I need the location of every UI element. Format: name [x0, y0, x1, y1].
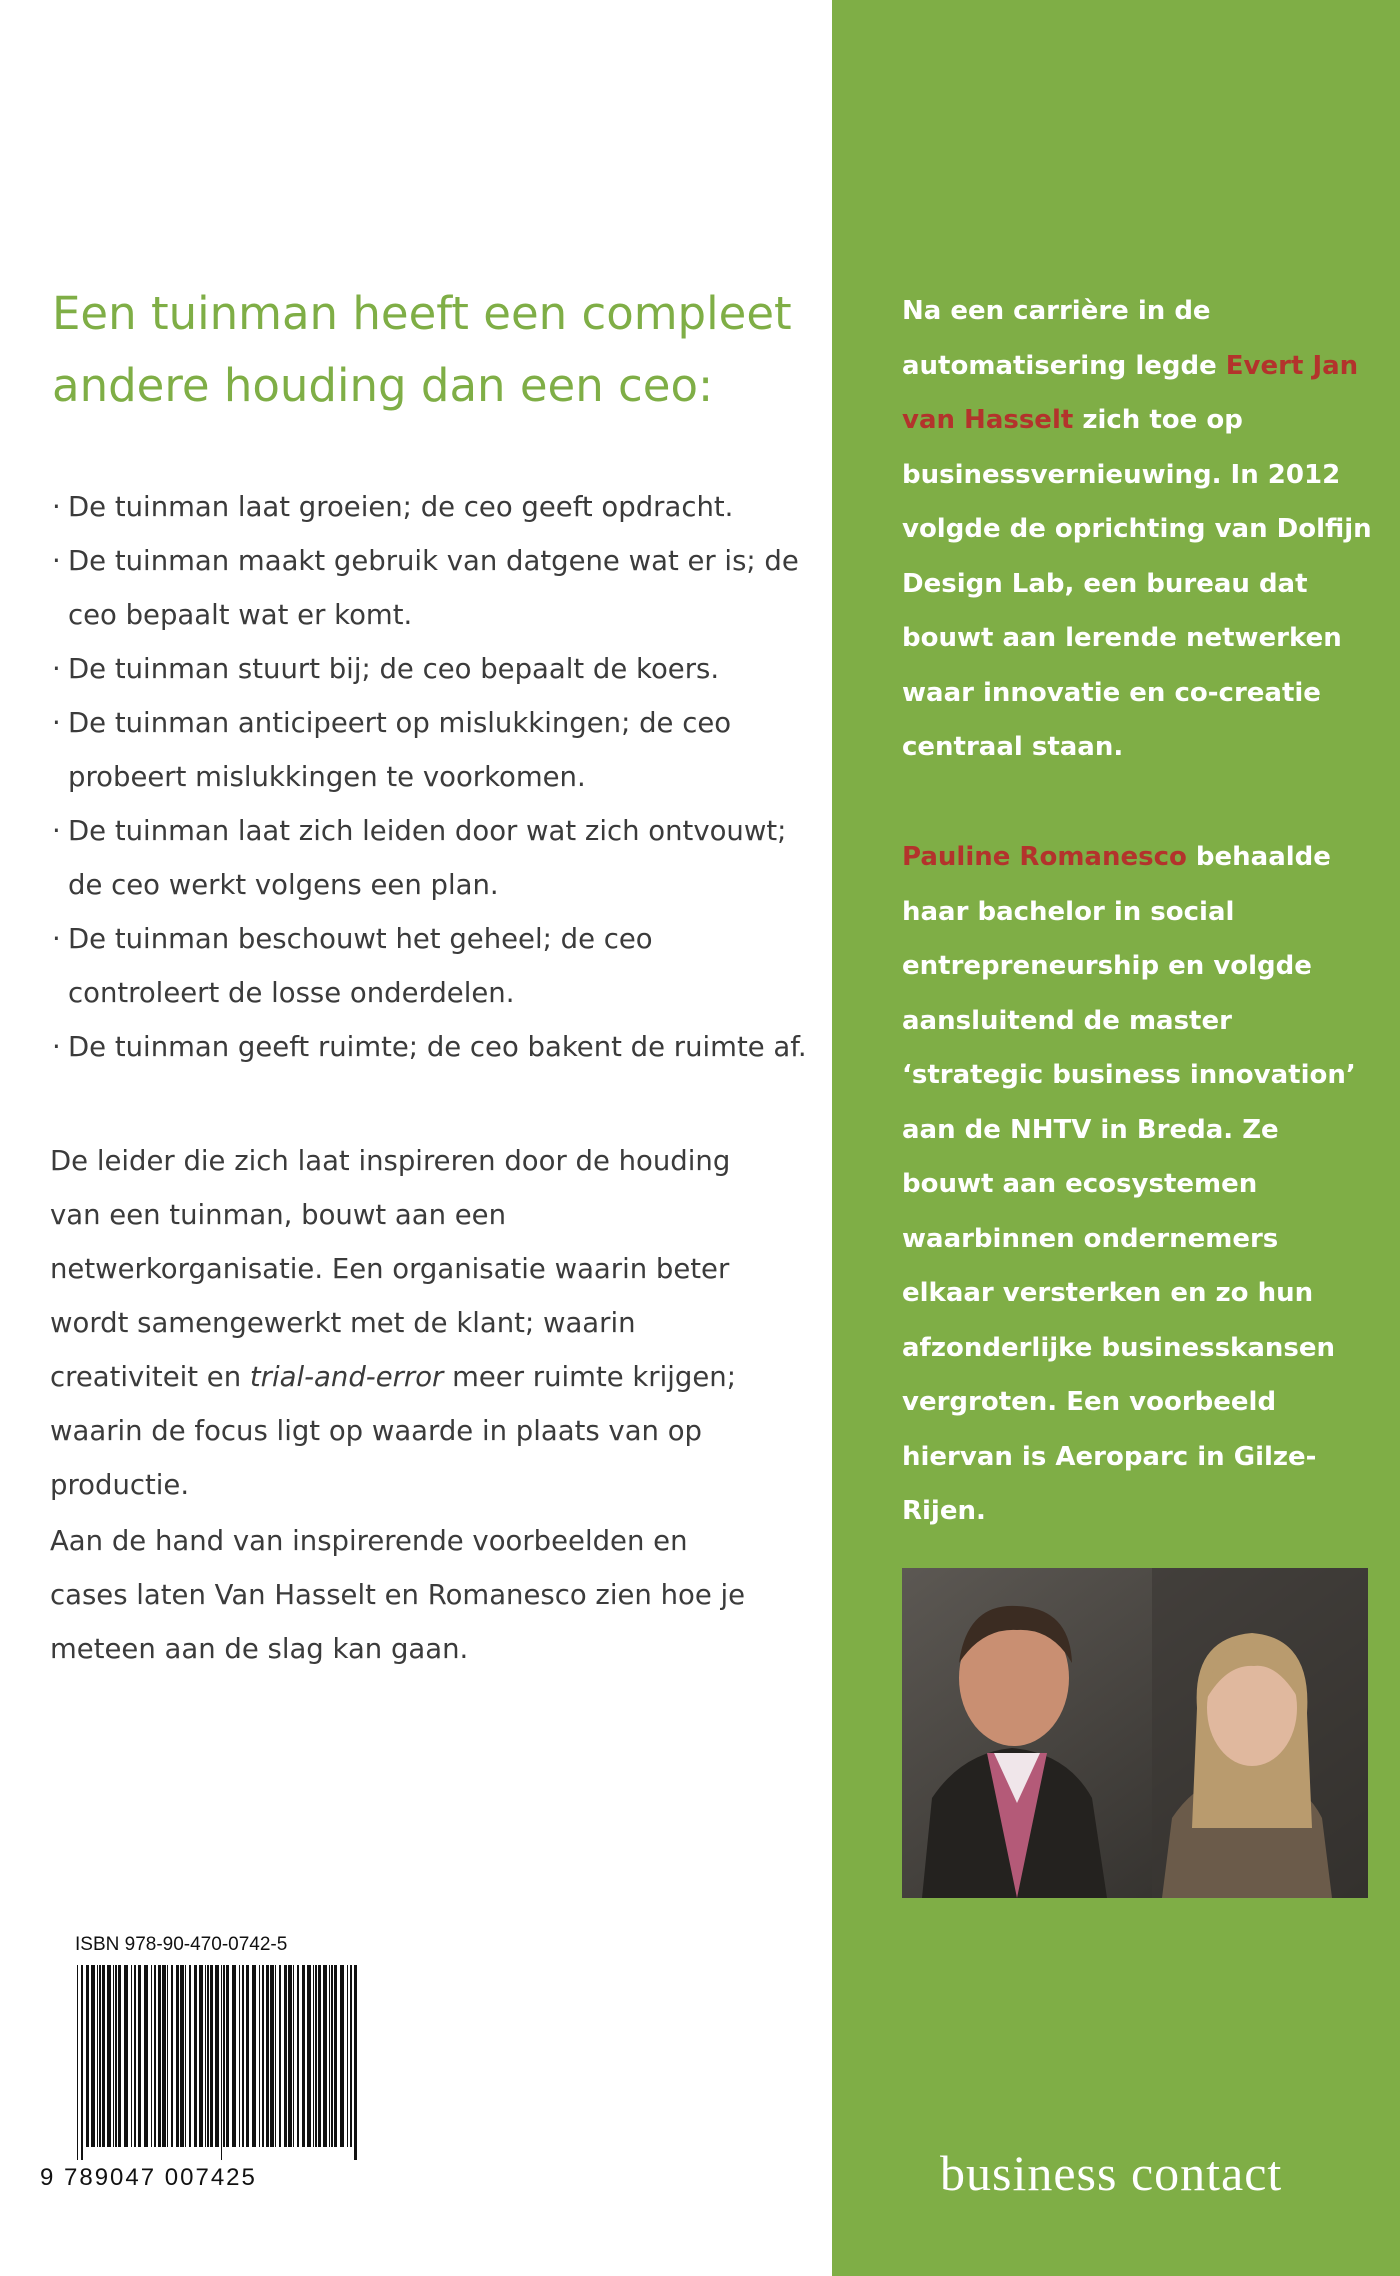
barcode-bar — [194, 1965, 197, 2147]
barcode-bar — [189, 1965, 191, 2147]
barcode-bar — [199, 1965, 203, 2147]
barcode-bar — [347, 1965, 348, 2147]
barcode-bar — [210, 1965, 213, 2147]
barcode-bar — [239, 1965, 240, 2147]
barcode-bar — [334, 1965, 337, 2147]
leader-paragraph-text-end: meer ruimte krijgen; waarin de focus ligt op waarde in plaats van op productie. — [50, 1361, 736, 1501]
barcode-bar — [162, 1965, 166, 2147]
barcode-bar — [315, 1965, 317, 2147]
bio-text-end: behaalde haar bachelor in social entrepreneurship en volgde aansluitend de master ‘strategic business innovation’ aan de NHTV in Breda. Ze bouwt aan ecosystemen waarbinnen ondernemers elkaar versterken en zo hun afzonderlijke businesskansen vergroten. Een voorbeeld hiervan is Aeroparc in Gilze-Rijen. — [902, 842, 1356, 1526]
barcode-bar — [262, 1965, 264, 2147]
leader-paragraph-text: De leider die zich laat inspireren door de houding van een tuinman, bouwt aan een netwerkorganisatie. Een organisatie waarin beter wordt samengewerkt met de klant; waarin creativiteit en — [50, 1145, 731, 1393]
barcode-bar — [171, 1965, 173, 2147]
contrast-item: · De tuinman maakt gebruik van datgene wat er is; de ceo bepaalt wat er komt. — [52, 534, 812, 642]
barcode-bar — [154, 1965, 156, 2147]
barcode-bar — [232, 1965, 236, 2147]
author-name-van-hasselt: Evert Jan van Hasselt — [902, 350, 1359, 435]
barcode-bar — [185, 1965, 186, 2147]
barcode-bar — [284, 1965, 287, 2147]
barcode-bar — [293, 1965, 294, 2147]
barcode-bar — [86, 1965, 89, 2147]
contrast-item: · De tuinman laat zich leiden door wat zich ontvouwt; de ceo werkt volgens een plan. — [52, 804, 812, 912]
bio-text: Na een carrière in de automatisering legde — [902, 296, 1226, 381]
contrast-item: · De tuinman stuurt bij; de ceo bepaalt de koers. — [52, 642, 812, 696]
barcode-bar — [318, 1965, 321, 2147]
trial-and-error-term: trial-and-error — [249, 1361, 444, 1393]
barcode-bar — [81, 1965, 83, 2160]
barcode-bar — [288, 1965, 292, 2147]
barcode-bar — [144, 1965, 148, 2147]
barcode-bar — [252, 1965, 256, 2147]
barcode-bar — [275, 1965, 276, 2147]
barcode-bar — [340, 1965, 344, 2147]
barcode-bar — [223, 1965, 225, 2147]
barcode-bar — [215, 1965, 219, 2147]
barcode-bar — [242, 1965, 244, 2147]
contrast-item: · De tuinman laat groeien; de ceo geeft opdracht. — [52, 480, 812, 534]
contrast-item: · De tuinman geeft ruimte; de ceo bakent de ruimte af. — [52, 1020, 812, 1074]
isbn-barcode — [75, 1965, 363, 2160]
barcode-digits: 9 789047 007425 — [40, 2164, 257, 2191]
barcode-bar — [99, 1965, 101, 2147]
barcode-bar — [302, 1965, 305, 2147]
authors-photo-illustration — [902, 1568, 1368, 1898]
barcode-bar — [307, 1965, 311, 2147]
closing-paragraph: Aan de hand van inspirerende voorbeelden en cases laten Van Hasselt en Romanesco zien hoe je meteen aan de slag kan gaan. — [50, 1525, 746, 1665]
author-bio-van-hasselt — [902, 284, 1372, 775]
leader-paragraph — [50, 1134, 770, 1512]
headline: Een tuinman heeft een compleet andere houding dan een ceo: — [52, 287, 792, 412]
barcode-bar — [151, 1965, 152, 2147]
author-bio-romanesco — [902, 830, 1372, 1539]
barcode-bar — [176, 1965, 179, 2147]
barcode-bar — [270, 1965, 274, 2147]
barcode-bar — [118, 1965, 121, 2147]
barcode-bar — [107, 1965, 111, 2147]
barcode-bar — [158, 1965, 161, 2147]
barcode-bar — [266, 1965, 269, 2147]
barcode-bar — [134, 1965, 136, 2147]
barcode-bar — [331, 1965, 333, 2147]
barcode-bar — [323, 1965, 327, 2147]
contrast-item: · De tuinman anticipeert op mislukkingen; de ceo probeert mislukkingen te voorkomen. — [52, 696, 812, 804]
barcode-bar — [124, 1965, 128, 2147]
barcode-bar — [221, 1965, 222, 2160]
barcode-bar — [205, 1965, 206, 2147]
barcode-bar — [350, 1965, 352, 2147]
barcode-bar — [77, 1965, 78, 2160]
barcode-bar — [115, 1965, 117, 2147]
barcode-bar — [259, 1965, 260, 2147]
barcode-bar — [226, 1965, 229, 2147]
barcode-bar — [138, 1965, 141, 2147]
contrast-item: · De tuinman beschouwt het geheel; de ceo controleert de losse onderdelen. — [52, 912, 812, 1020]
barcode-bar — [207, 1965, 209, 2147]
barcode-bar — [91, 1965, 95, 2147]
barcode-bar — [329, 1965, 330, 2147]
barcode-bar — [313, 1965, 314, 2147]
isbn-label: ISBN 978-90-470-0742-5 — [75, 1934, 288, 1955]
barcode-bar — [102, 1965, 105, 2147]
bio-text-end: zich toe op businessvernieuwing. In 2012 volgde de oprichting van Dolfijn Design Lab, een bureau dat bouwt aan lerende netwerken waar innovatie en co-creatie centraal staan. — [902, 405, 1372, 762]
barcode-bar — [246, 1965, 249, 2147]
barcode-bar — [354, 1965, 357, 2160]
authors-photo — [902, 1568, 1368, 1898]
barcode-bar — [167, 1965, 168, 2147]
barcode-bar — [279, 1965, 281, 2147]
barcode-bar — [297, 1965, 299, 2147]
barcode-bar — [113, 1965, 114, 2147]
publisher-logo: business contact — [940, 2145, 1283, 2201]
barcode-bar — [180, 1965, 184, 2147]
contrast-list — [52, 480, 812, 1074]
author-name-romanesco: Pauline Romanesco — [902, 842, 1187, 872]
barcode-bar — [131, 1965, 132, 2147]
barcode-bar — [97, 1965, 98, 2147]
